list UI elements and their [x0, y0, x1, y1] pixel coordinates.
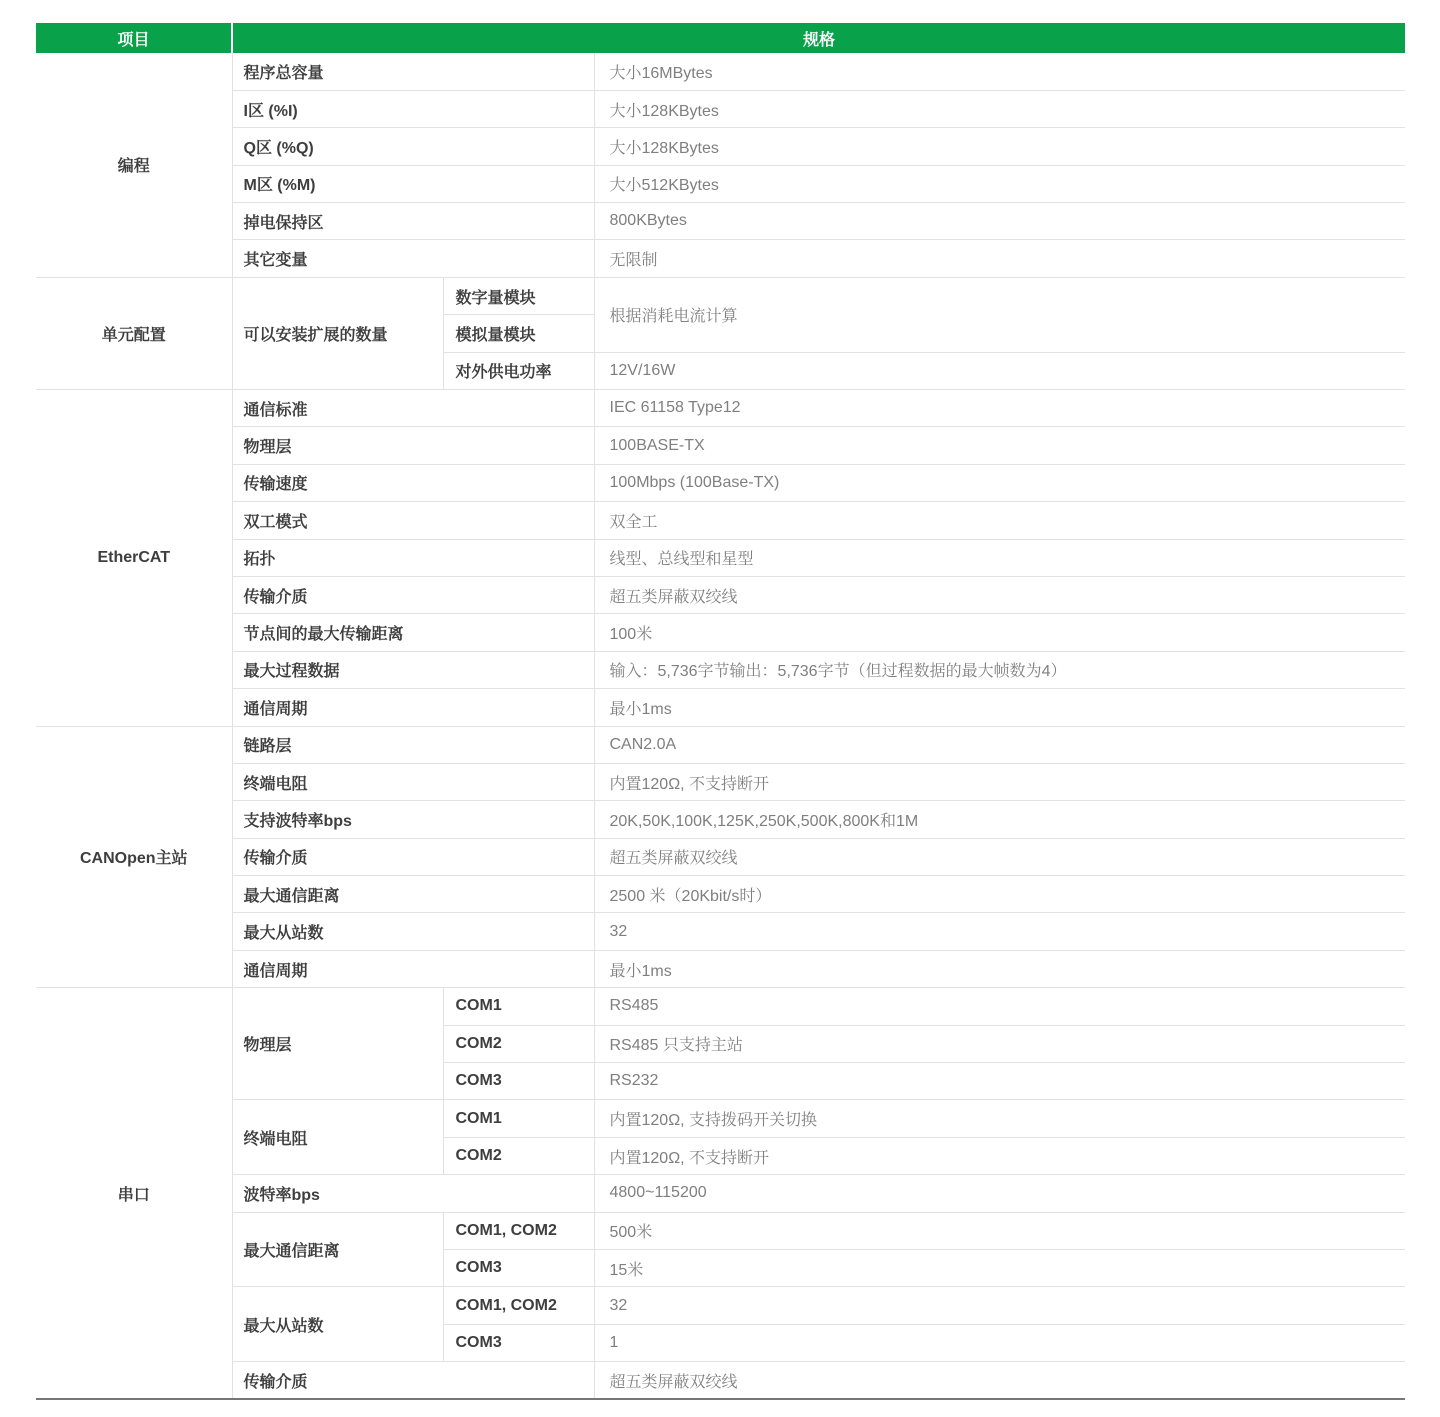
- value-cell: 大小512KBytes: [594, 165, 1405, 202]
- label-cell: 传输介质: [232, 576, 594, 613]
- value-cell: 4800~115200: [594, 1175, 1405, 1212]
- sublabel-cell: 模拟量模块: [443, 315, 594, 352]
- label-cell: 传输速度: [232, 464, 594, 501]
- label-cell: 物理层: [232, 427, 594, 464]
- section-cell: 串口: [36, 988, 232, 1399]
- table-row: [36, 763, 1405, 800]
- section-cell: 编程: [117, 158, 150, 176]
- value-cell: 12V/16W: [594, 352, 1405, 389]
- value-cell: 根据消耗电流计算: [594, 277, 1405, 352]
- table-row: [36, 726, 1405, 763]
- value-cell: 100Mbps (100Base-TX): [594, 464, 1405, 501]
- sublabel-cell: COM3: [443, 1324, 594, 1361]
- label-cell: 链路层: [232, 726, 594, 763]
- sublabel-cell: COM2: [443, 1137, 594, 1174]
- label-cell: 最大从站数: [232, 913, 594, 950]
- sublabel-cell: 对外供电功率: [443, 352, 594, 389]
- table-row: [36, 576, 1405, 613]
- label-cell: 最大从站数: [232, 1287, 443, 1362]
- table-row: [36, 277, 1405, 314]
- label-cell: 传输介质: [232, 838, 594, 875]
- table-row: [36, 801, 1405, 838]
- label-cell: 通信标准: [232, 390, 594, 427]
- label-cell: 波特率bps: [232, 1175, 594, 1212]
- value-cell: 内置120Ω, 不支持断开: [594, 763, 1405, 800]
- table-row: [36, 876, 1405, 913]
- label-cell: I区 (%I): [232, 90, 594, 127]
- sublabel-cell: COM1: [443, 1100, 594, 1137]
- label-cell: Q区 (%Q): [232, 128, 594, 165]
- spec-table: [36, 23, 1405, 1400]
- label-cell: 最大过程数据: [232, 651, 594, 688]
- value-cell: 100BASE-TX: [594, 427, 1405, 464]
- value-cell: 最小1ms: [594, 689, 1405, 726]
- value-cell: 800KBytes: [594, 203, 1405, 240]
- value-cell: 线型、总线型和星型: [594, 539, 1405, 576]
- value-cell: 大小16MBytes: [594, 53, 1405, 90]
- label-cell: 通信周期: [232, 950, 594, 987]
- value-cell: RS232: [594, 1063, 1405, 1100]
- value-cell: RS485 只支持主站: [594, 1025, 1405, 1062]
- table-row: [36, 913, 1405, 950]
- table-row: [36, 614, 1405, 651]
- value-cell: CAN2.0A: [594, 726, 1405, 763]
- table-row: [36, 502, 1405, 539]
- label-cell: 终端电阻: [232, 763, 594, 800]
- label-cell: 其它变量: [232, 240, 594, 277]
- value-cell: 1: [594, 1324, 1405, 1361]
- table-row: [36, 1100, 1405, 1137]
- sublabel-cell: COM3: [443, 1063, 594, 1100]
- sublabel-cell: COM1: [443, 988, 594, 1025]
- value-cell: 超五类屏蔽双绞线: [594, 576, 1405, 613]
- value-cell: 内置120Ω, 支持拨码开关切换: [594, 1100, 1405, 1137]
- table-row: [36, 1362, 1405, 1399]
- value-cell: 15米: [594, 1250, 1405, 1287]
- table-row: [36, 1212, 1405, 1249]
- label-cell: 传输介质: [232, 1362, 594, 1399]
- table-row: [36, 53, 1405, 90]
- header-col-item: 项目: [36, 23, 232, 53]
- value-cell: IEC 61158 Type12: [594, 390, 1405, 427]
- table-row: [36, 427, 1405, 464]
- table-row: [36, 539, 1405, 576]
- table-row: [36, 128, 1405, 165]
- value-cell: 双全工: [594, 502, 1405, 539]
- table-row: [36, 203, 1405, 240]
- value-cell: 输入：5,736字节输出：5,736字节（但过程数据的最大帧数为4）: [594, 651, 1405, 688]
- spec-table-container: [36, 23, 1405, 1400]
- table-row: [36, 950, 1405, 987]
- value-cell: 内置120Ω, 不支持断开: [594, 1137, 1405, 1174]
- label-cell: 拓扑: [232, 539, 594, 576]
- table-row: [36, 390, 1405, 427]
- value-cell: 500米: [594, 1212, 1405, 1249]
- table-row: [36, 689, 1405, 726]
- header-row: [36, 23, 1405, 53]
- label-cell: 最大通信距离: [232, 1212, 443, 1287]
- value-cell: 大小128KBytes: [594, 128, 1405, 165]
- section-cell: CANOpen主站: [36, 726, 232, 988]
- sublabel-cell: COM2: [443, 1025, 594, 1062]
- value-cell: 大小128KBytes: [594, 90, 1405, 127]
- table-row: [36, 165, 1405, 202]
- section-cell: 单元配置: [36, 277, 232, 389]
- label-cell: 支持波特率bps: [232, 801, 594, 838]
- value-cell: 超五类屏蔽双绞线: [594, 838, 1405, 875]
- table-row: [36, 988, 1405, 1025]
- label-cell: 最大通信距离: [232, 876, 594, 913]
- spec-table-body: [36, 53, 1405, 1399]
- table-row: [36, 1175, 1405, 1212]
- label-cell: 通信周期: [232, 689, 594, 726]
- label-cell: 双工模式: [232, 502, 594, 539]
- table-row: [36, 90, 1405, 127]
- value-cell: 20K,50K,100K,125K,250K,500K,800K和1M: [594, 801, 1405, 838]
- value-cell: 最小1ms: [594, 950, 1405, 987]
- table-row: [36, 1287, 1405, 1324]
- sublabel-cell: COM3: [443, 1250, 594, 1287]
- value-cell: 32: [594, 913, 1405, 950]
- table-row: [36, 464, 1405, 501]
- label-cell: 可以安装扩展的数量: [232, 277, 443, 389]
- label-cell: 程序总容量: [232, 53, 594, 90]
- value-cell: RS485: [594, 988, 1405, 1025]
- label-cell: 节点间的最大传输距离: [232, 614, 594, 651]
- value-cell: 2500 米（20Kbit/s时）: [594, 876, 1405, 913]
- header-col-spec: 规格: [232, 23, 1405, 53]
- sublabel-cell: COM1, COM2: [443, 1212, 594, 1249]
- value-cell: 32: [594, 1287, 1405, 1324]
- value-cell: 超五类屏蔽双绞线: [594, 1362, 1405, 1399]
- label-cell: 终端电阻: [232, 1100, 443, 1175]
- value-cell: 无限制: [594, 240, 1405, 277]
- label-cell: 掉电保持区: [232, 203, 594, 240]
- table-row: [36, 838, 1405, 875]
- table-row: [36, 240, 1405, 277]
- table-row: [36, 651, 1405, 688]
- label-cell: M区 (%M): [232, 165, 594, 202]
- value-cell: 100米: [594, 614, 1405, 651]
- label-cell: 物理层: [232, 988, 443, 1100]
- sublabel-cell: COM1, COM2: [443, 1287, 594, 1324]
- section-cell: EtherCAT: [36, 390, 232, 727]
- sublabel-cell: 数字量模块: [443, 277, 594, 314]
